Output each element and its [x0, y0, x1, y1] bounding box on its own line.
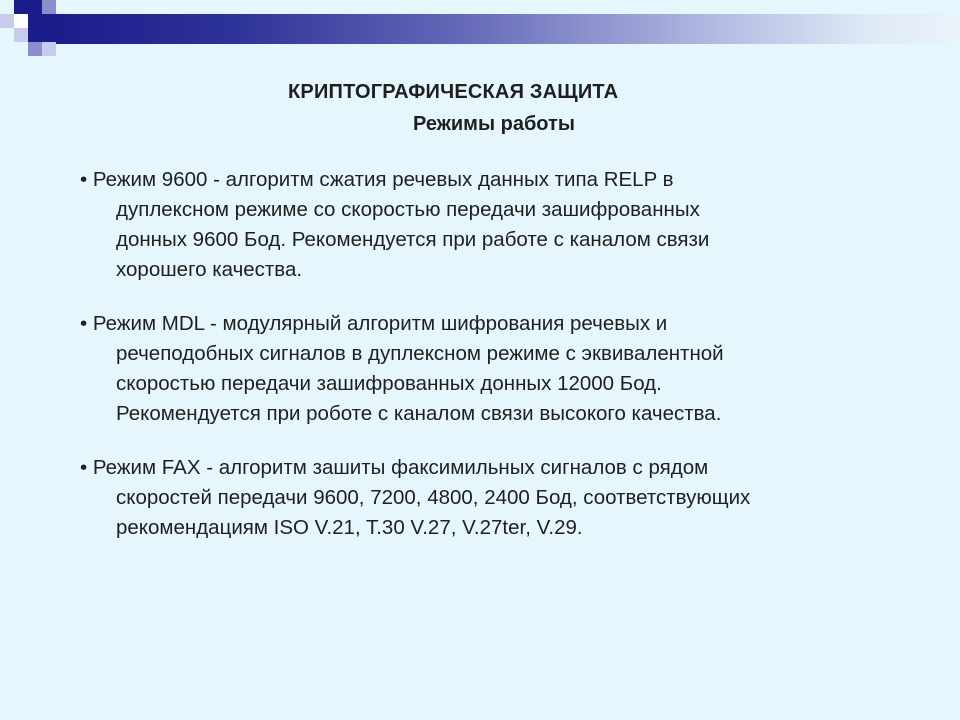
bullet-text: Режим FAX - алгоритм зашиты факсимильных сигналов с рядом [92, 456, 709, 479]
bullet-line: хорошего качества. [116, 258, 303, 281]
bullet-mode-9600 [80, 165, 880, 285]
slide-subtitle: Режимы работы [413, 113, 575, 135]
bullet-text: Режим 9600 - алгоритм сжатия речевых данных типа RELP в [92, 168, 674, 191]
bullet-mode-mdl [80, 309, 880, 429]
bullet-marker: • [80, 312, 88, 335]
bullet-line [80, 309, 880, 339]
bullet-marker: • [80, 168, 88, 191]
header-gradient-bar [56, 14, 960, 44]
bullet-line: рекомендациям ISO V.21, T.30 V.27, V.27ter, V.29. [116, 516, 583, 539]
bullet-line: дуплексном режиме со скоростью передачи зашифрованных [116, 198, 700, 221]
bullet-marker: • [80, 456, 88, 479]
bullet-line [80, 453, 880, 483]
bullet-line: донных 9600 Бод. Рекомендуется при работе с каналом связи [116, 228, 710, 251]
bullet-text: Режим MDL - модулярный алгоритм шифрования речевых и [92, 312, 668, 335]
bullet-line: скоростей передачи 9600, 7200, 4800, 2400 Бод, соответствующих [116, 486, 751, 509]
bullet-line: Рекомендуется при роботе с каналом связи высокого качества. [116, 402, 722, 425]
bullet-line: скоростью передачи зашифрованных донных 12000 Бод. [116, 372, 662, 395]
bullet-line: речеподобных сигналов в дуплексном режиме с эквивалентной [116, 342, 724, 365]
slide-title: КРИПТОГРАФИЧЕСКАЯ ЗАЩИТА [288, 81, 619, 103]
bullet-mode-fax [80, 453, 880, 543]
bullet-line [80, 165, 880, 195]
